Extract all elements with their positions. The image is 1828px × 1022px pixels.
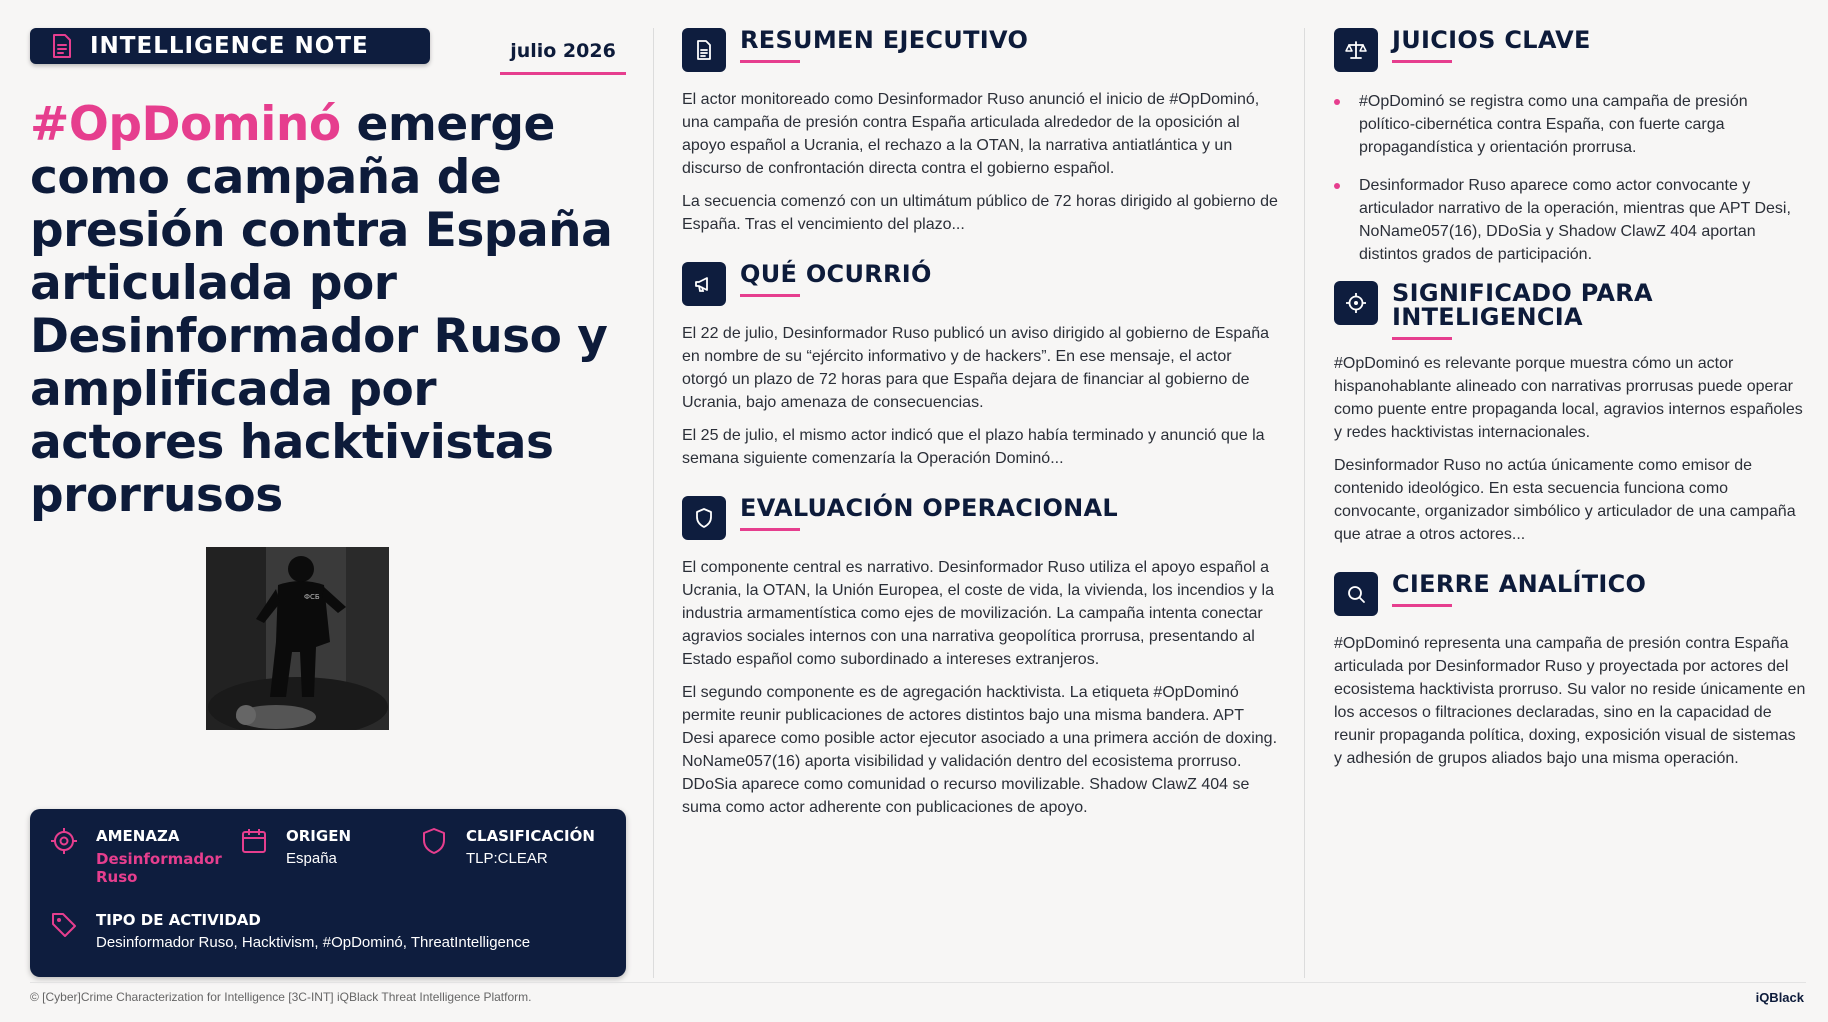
threat-item bbox=[50, 827, 220, 886]
section-title: JUICIOS CLAVE bbox=[1392, 26, 1591, 54]
section-que-ocurrio bbox=[682, 262, 1278, 470]
origin-value: España bbox=[286, 850, 337, 867]
threat-label: AMENAZA bbox=[96, 827, 180, 845]
key-judgments-list bbox=[1334, 90, 1806, 266]
list-item: Desinformador Ruso aparece como actor convocante y articulador narrativo de la operación, mientras que APT Desi, NoName057(16), DDoSia y Shadow ClawZ 404 aportan distintos grados de participación. bbox=[1334, 174, 1806, 266]
masked-soldier-illustration bbox=[206, 547, 389, 730]
section-title-line-1: SIGNIFICADO PARA bbox=[1392, 279, 1653, 307]
right-column bbox=[1334, 28, 1806, 770]
classification-value: TLP:CLEAR bbox=[466, 850, 548, 867]
threat-actor-image bbox=[206, 547, 389, 730]
classification-item bbox=[420, 827, 595, 868]
origin-item bbox=[240, 827, 351, 868]
headline-text: emerge como campaña de presión contra España articulada por Desinformador Ruso y amplificada por actores hacktivistas prorrusos bbox=[30, 97, 613, 523]
classification-label: CLASIFICACIÓN bbox=[466, 827, 595, 845]
section-significado bbox=[1334, 281, 1806, 546]
section-evaluacion-operacional bbox=[682, 496, 1278, 819]
intelligence-note-badge bbox=[30, 28, 430, 64]
paragraph: Desinformador Ruso no actúa únicamente como emisor de contenido ideológico. En esta secuencia funciona como convocante, organizador simbólico y articulador de una campaña que atrae a otros actores... bbox=[1334, 457, 1796, 543]
target-icon bbox=[50, 827, 78, 855]
paragraph: El componente central es narrativo. Desinformador Ruso utiliza el apoyo español a Ucrania, la OTAN, la Unión Europea, el coste de vida, la vivienda, los incendios y la industria armamentística como ejes de movilización. La campaña intenta conectar agravios sociales internos con una narrativa geopolítica prorrusa, presentando al Estado español como subordinado a intereses extranjeros. bbox=[682, 559, 1275, 668]
section-title: QUÉ OCURRIÓ bbox=[740, 260, 932, 288]
paragraph: #OpDominó es relevante porque muestra cómo un actor hispanohablante alineado con narrativas prorrusas puede operar como puente entre propaganda local, agravios internos españoles y redes hacktivistas internacionales. bbox=[1334, 355, 1803, 441]
paragraph: El 25 de julio, el mismo actor indicó que el plazo había terminado y anunció que la semana siguiente comenzaría la Operación Dominó... bbox=[682, 427, 1265, 467]
footer-divider bbox=[30, 982, 1806, 983]
paragraph: El actor monitoreado como Desinformador Ruso anunció el inicio de #OpDominó, una campaña de presión contra España articulada alrededor de la oposición al apoyo español a Ucrania, el rechazo a la OTAN, la narrativa antiatlántica y un discurso de confrontación directa contra el gobierno español. bbox=[682, 91, 1260, 177]
shield-icon bbox=[420, 827, 448, 855]
threat-value: Desinformador Ruso bbox=[96, 850, 222, 886]
publication-date: julio 2026 bbox=[500, 40, 626, 75]
activity-item bbox=[50, 911, 530, 952]
megaphone-icon bbox=[682, 262, 726, 306]
section-title: CIERRE ANALÍTICO bbox=[1392, 570, 1647, 598]
section-resumen-ejecutivo bbox=[682, 28, 1278, 236]
section-title-line-2: INTELIGENCIA bbox=[1392, 303, 1583, 331]
column-divider-2 bbox=[1304, 28, 1305, 978]
paragraph: La secuencia comenzó con un ultimátum público de 72 horas dirigido al gobierno de España. Tras el vencimiento del plazo... bbox=[682, 193, 1278, 233]
section-juicios-clave bbox=[1334, 28, 1806, 266]
paragraph: #OpDominó representa una campaña de presión contra España articulada por Desinformador Ruso y proyectada por actores del ecosistema hacktivista prorruso. Su valor no reside únicamente en los accesos o filtraciones declaradas, sino en la capacidad de reunir propaganda política, doxing, exposición visual de sistemas y adhesión de grupos aliados bajo una misma operación. bbox=[1334, 635, 1806, 767]
origin-label: ORIGEN bbox=[286, 827, 351, 845]
section-title: RESUMEN EJECUTIVO bbox=[740, 26, 1029, 54]
footer-brand: iQBlack bbox=[1755, 990, 1804, 1005]
section-title: EVALUACIÓN OPERACIONAL bbox=[740, 494, 1119, 522]
activity-value: Desinformador Ruso, Hacktivism, #OpDominó, ThreatIntelligence bbox=[96, 934, 531, 951]
paragraph: El segundo componente es de agregación hacktivista. La etiqueta #OpDominó permite reunir publicaciones de actores distintos bajo una misma bandera. APT Desi aparece como posible actor ejecutor asociado a una primera acción de doxing. NoName057(16) aporta visibilidad y validación dentro del ecosistema prorruso. DDoSia aparece como comunidad o recurso movilizable. Shadow ClawZ 404 se suma como actor adherente con publicaciones de apoyo. bbox=[682, 684, 1278, 816]
document-icon bbox=[50, 33, 74, 59]
footer-copyright: © [Cyber]Crime Characterization for Intelligence [3C-INT] iQBlack Threat Intelligence Platform. bbox=[30, 990, 532, 1004]
badge-label: INTELLIGENCE NOTE bbox=[90, 33, 369, 59]
headline-highlight: #OpDominó bbox=[30, 97, 341, 152]
left-column bbox=[30, 28, 626, 522]
calendar-icon bbox=[240, 827, 268, 855]
search-icon bbox=[1334, 572, 1378, 616]
tag-icon bbox=[50, 911, 78, 939]
paragraph: El 22 de julio, Desinformador Ruso publicó un aviso dirigido al gobierno de España en nombre de su “ejército informativo y de hackers”. En ese mensaje, el actor otorgó un plazo de 72 horas para que España dejara de financiar al gobierno de Ucrania, bajo amenaza de consecuencias. bbox=[682, 325, 1270, 411]
list-item: #OpDominó se registra como una campaña de presión político-cibernética contra España, con fuerte carga propagandística y orientación prorrusa. bbox=[1334, 90, 1806, 159]
svg-text:ФСБ: ФСБ bbox=[304, 593, 320, 601]
threat-info-box bbox=[30, 809, 626, 977]
crosshair-icon bbox=[1334, 281, 1378, 325]
shield-icon bbox=[682, 496, 726, 540]
activity-label: TIPO DE ACTIVIDAD bbox=[96, 911, 261, 929]
scales-icon bbox=[1334, 28, 1378, 72]
middle-column bbox=[682, 28, 1278, 819]
document-icon bbox=[682, 28, 726, 72]
column-divider-1 bbox=[653, 28, 654, 978]
headline bbox=[30, 98, 626, 522]
section-cierre-analitico bbox=[1334, 572, 1806, 770]
